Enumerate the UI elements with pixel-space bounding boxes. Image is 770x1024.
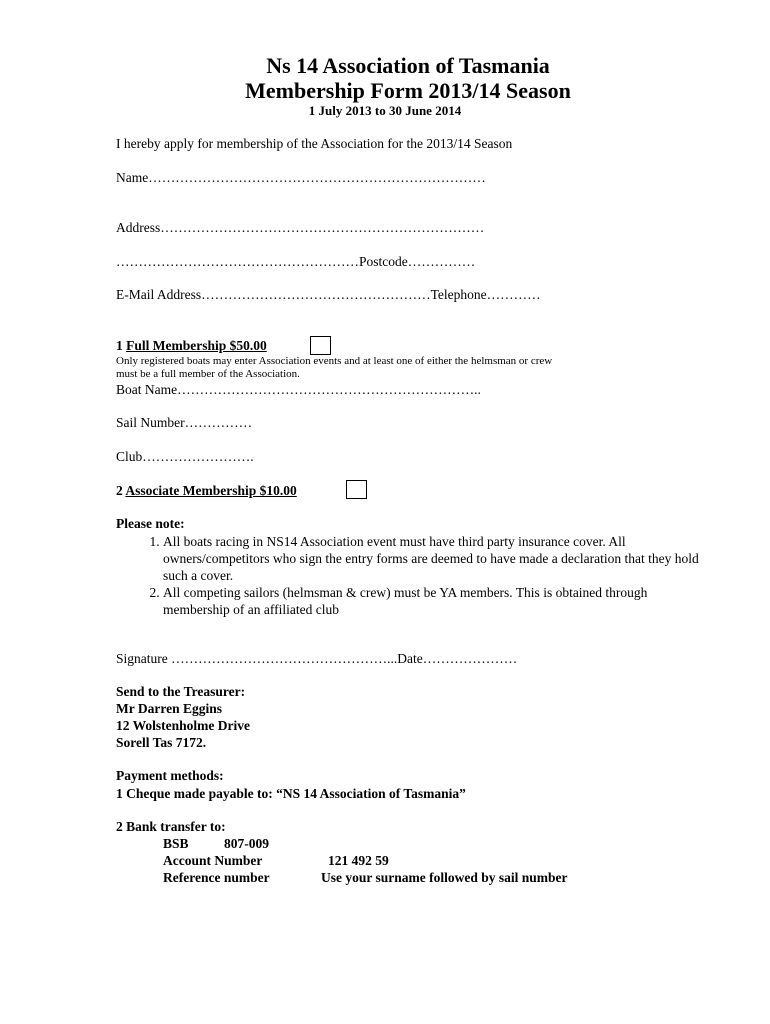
full-membership-checkbox[interactable]: [310, 336, 331, 355]
name-field[interactable]: Name…………………………………………………………………: [116, 170, 486, 185]
note-item: 1. All boats racing in NS14 Association event must have third party insurance cover. All owners/competitors who sign the entry forms are deemed to have made a declaration that they hold such a cover.: [163, 533, 703, 584]
boat-name-field[interactable]: Boat Name…………………………………………………………..: [116, 382, 481, 397]
associate-membership-number: 2: [116, 483, 126, 498]
form-subtitle: Membership Form 2013/14 Season: [245, 78, 571, 103]
note-item: 2. All competing sailors (helmsman & crew) must be YA members. This is obtained through membership of an affiliated club: [163, 584, 703, 618]
bank-transfer-heading: 2 Bank transfer to:: [116, 819, 226, 834]
address-field[interactable]: Address………………………………………………………………: [116, 220, 485, 235]
associate-membership-label: Associate Membership $10.00: [125, 483, 297, 498]
email-telephone-field[interactable]: E-Mail Address……………………………………………Telephone…………: [116, 287, 541, 302]
account-number-value: 121 492 59: [328, 853, 389, 868]
intro-text: I hereby apply for membership of the Association for the 2013/14 Season: [116, 136, 513, 151]
full-membership-number: 1: [116, 338, 127, 353]
treasurer-street: 12 Wolstenholme Drive: [116, 718, 250, 733]
postcode-field[interactable]: ………………………………………………Postcode……………: [116, 254, 476, 269]
club-field[interactable]: Club…………………….: [116, 449, 254, 464]
notes-list: [116, 533, 703, 618]
treasurer-heading: Send to the Treasurer:: [116, 684, 246, 699]
signature-date-field[interactable]: Signature …………………………………………...Date…………………: [116, 651, 518, 666]
reference-number-value: Use your surname followed by sail number: [321, 870, 568, 885]
reference-number-label: Reference number: [163, 870, 270, 885]
form-title: Ns 14 Association of Tasmania: [266, 53, 550, 78]
treasurer-name: Mr Darren Eggins: [116, 701, 222, 716]
payment-cheque: 1 Cheque made payable to: “NS 14 Association of Tasmania”: [116, 786, 466, 801]
bsb-label: BSB: [163, 836, 189, 851]
associate-membership-checkbox[interactable]: [346, 480, 367, 499]
full-membership-heading: [116, 338, 267, 354]
full-membership-label: Full Membership $50.00: [126, 338, 267, 353]
payment-heading: Payment methods:: [116, 768, 224, 783]
account-number-label: Account Number: [163, 853, 263, 868]
associate-membership-heading: [116, 483, 297, 499]
full-membership-note-line1: Only registered boats may enter Association events and at least one of either the helmsman or crew: [116, 355, 553, 367]
notes-heading: Please note:: [116, 516, 185, 531]
sail-number-field[interactable]: Sail Number……………: [116, 415, 253, 430]
season-dates: 1 July 2013 to 30 June 2014: [308, 103, 462, 118]
full-membership-note-line2: must be a full member of the Association.: [116, 368, 300, 380]
bsb-value: 807-009: [224, 836, 269, 851]
treasurer-town: Sorell Tas 7172.: [116, 735, 207, 750]
